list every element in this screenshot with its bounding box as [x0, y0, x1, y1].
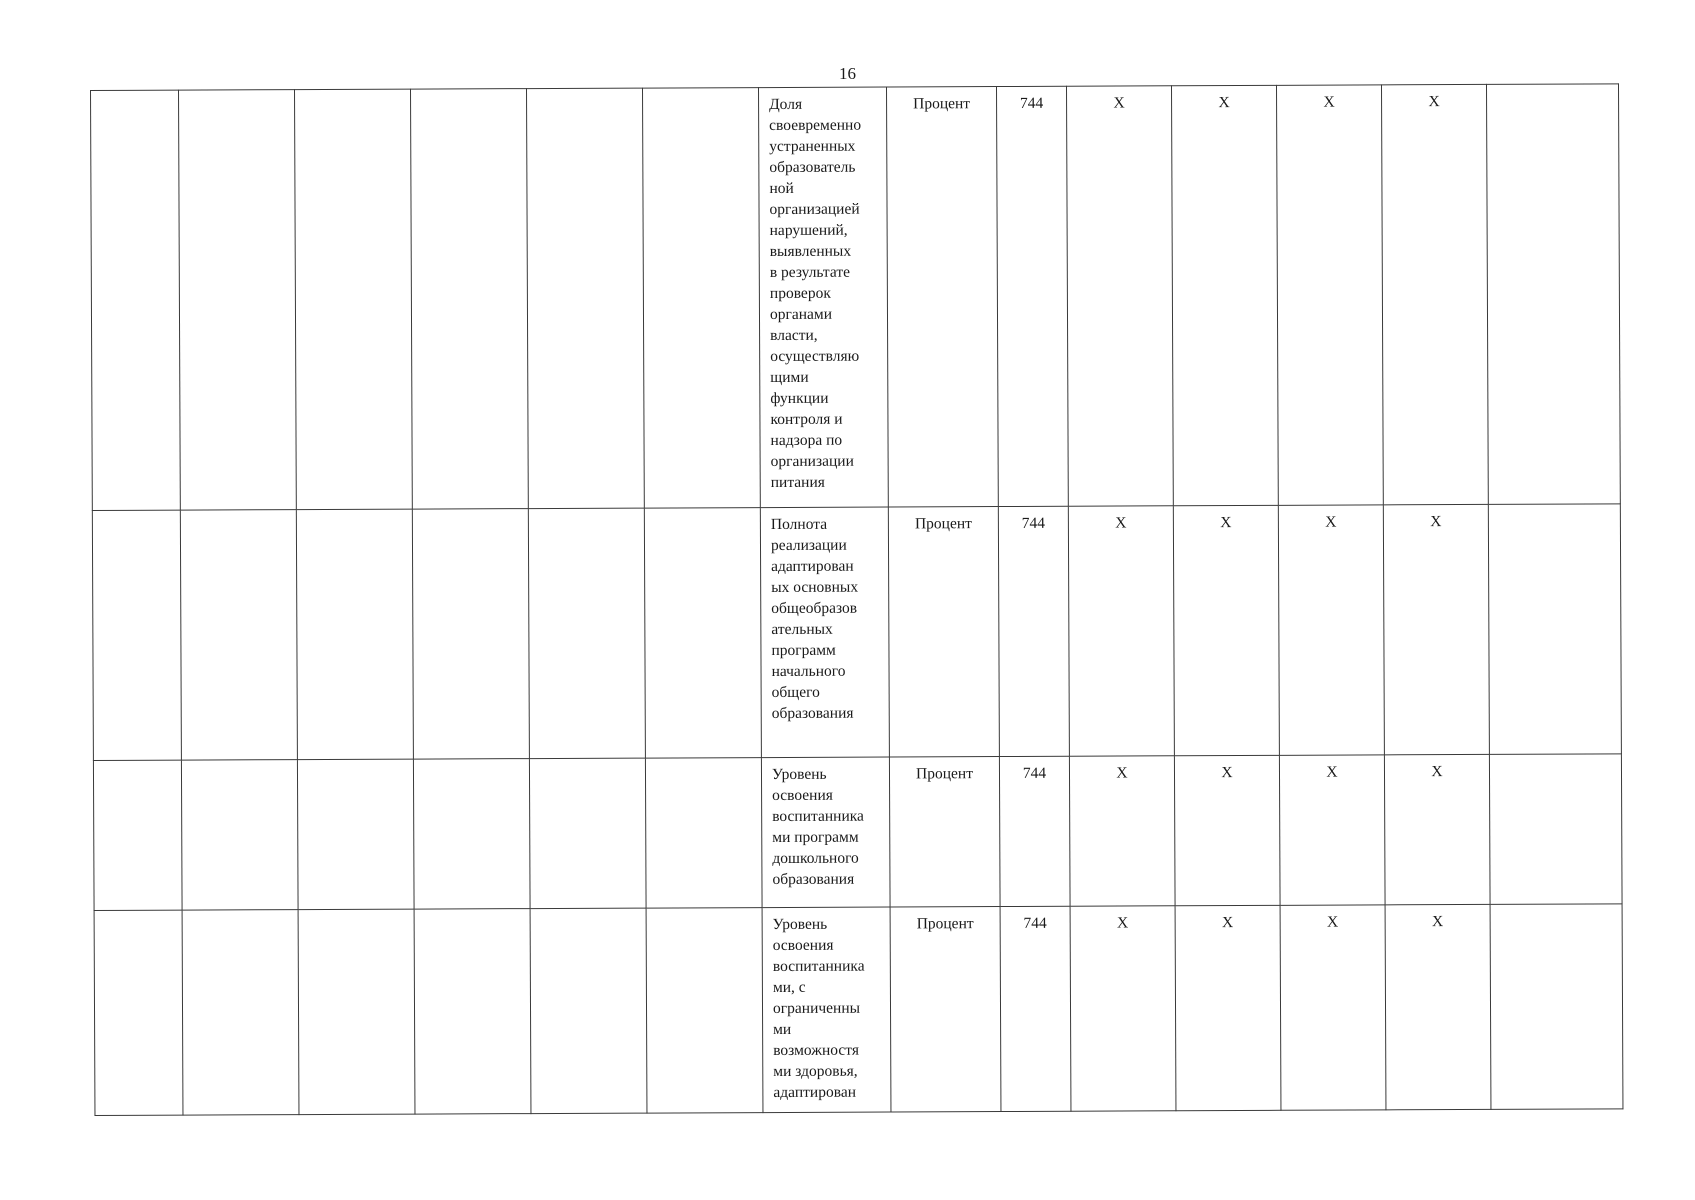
- empty-cell: [94, 910, 183, 1115]
- empty-cell: [91, 90, 181, 510]
- empty-cell: [646, 908, 763, 1114]
- indicator-name: Уровень освоения воспитанника ми программ дошкольного образования: [771, 765, 864, 889]
- value-cell: X: [1278, 505, 1384, 755]
- empty-cell: [295, 89, 413, 510]
- empty-cell: [181, 760, 298, 911]
- value-cell: X: [1068, 506, 1174, 756]
- empty-cell: [526, 88, 644, 509]
- empty-cell: [1486, 84, 1620, 505]
- value-cell: X: [1171, 85, 1278, 505]
- empty-cell: [1489, 754, 1622, 905]
- value-cell: X: [1385, 904, 1491, 1109]
- code-cell: 744: [998, 506, 1069, 756]
- unit-cell: Процент: [886, 87, 998, 507]
- indicator-name-cell: [760, 507, 889, 758]
- unit-cell: Процент: [888, 507, 999, 757]
- page-number: 16: [839, 64, 856, 83]
- empty-cell: [1490, 904, 1623, 1110]
- table-row: [91, 84, 1621, 511]
- value-cell: X: [1276, 85, 1383, 505]
- indicator-name: Уровень освоения воспитанника ми, с ограниченны ми возможностя ми здоровья, адаптирован: [772, 915, 865, 1102]
- table-row: [92, 504, 1621, 761]
- empty-cell: [93, 760, 182, 910]
- value-cell: X: [1066, 86, 1173, 506]
- empty-cell: [92, 510, 181, 760]
- empty-cell: [645, 758, 762, 909]
- indicator-name-cell: [761, 757, 890, 908]
- indicator-name-cell: [758, 87, 888, 508]
- empty-cell: [296, 509, 413, 760]
- value-cell: X: [1384, 754, 1490, 904]
- value-cell: X: [1069, 756, 1175, 906]
- empty-cell: [644, 508, 761, 759]
- indicator-name-cell: [762, 907, 891, 1113]
- table-row: [94, 904, 1623, 1116]
- value-cell: X: [1175, 905, 1281, 1110]
- indicators-table: [90, 83, 1623, 1116]
- empty-cell: [297, 759, 414, 910]
- empty-cell: [298, 909, 415, 1115]
- value-cell: X: [1173, 505, 1279, 755]
- value-cell: X: [1279, 755, 1385, 905]
- table-row: [93, 754, 1622, 911]
- empty-cell: [412, 509, 529, 760]
- code-cell: 744: [999, 756, 1070, 906]
- empty-cell: [410, 89, 528, 510]
- empty-cell: [528, 508, 645, 759]
- empty-cell: [179, 90, 297, 511]
- empty-cell: [180, 510, 297, 761]
- unit-cell: Процент: [890, 907, 1001, 1112]
- value-cell: X: [1381, 84, 1488, 504]
- indicator-name: Доля своевременно устраненных образователь ной организацией нарушений, выявленных в результате проверок органами власти, осуществляю щими функции контроля и надзора по организации питания: [769, 95, 862, 492]
- value-cell: X: [1174, 755, 1280, 905]
- unit-cell: Процент: [889, 757, 1000, 907]
- empty-cell: [530, 908, 647, 1114]
- value-cell: X: [1383, 504, 1489, 754]
- empty-cell: [182, 910, 299, 1116]
- empty-cell: [414, 909, 531, 1115]
- empty-cell: [529, 758, 646, 909]
- empty-cell: [1488, 504, 1621, 755]
- empty-cell: [642, 88, 760, 509]
- indicator-name: Полнота реализации адаптирован ых основных общеобразов ательных программ начального общего образования: [770, 515, 859, 723]
- code-cell: 744: [996, 86, 1068, 506]
- empty-cell: [413, 759, 530, 910]
- value-cell: X: [1280, 905, 1386, 1110]
- code-cell: 744: [1000, 906, 1071, 1111]
- value-cell: X: [1070, 906, 1176, 1111]
